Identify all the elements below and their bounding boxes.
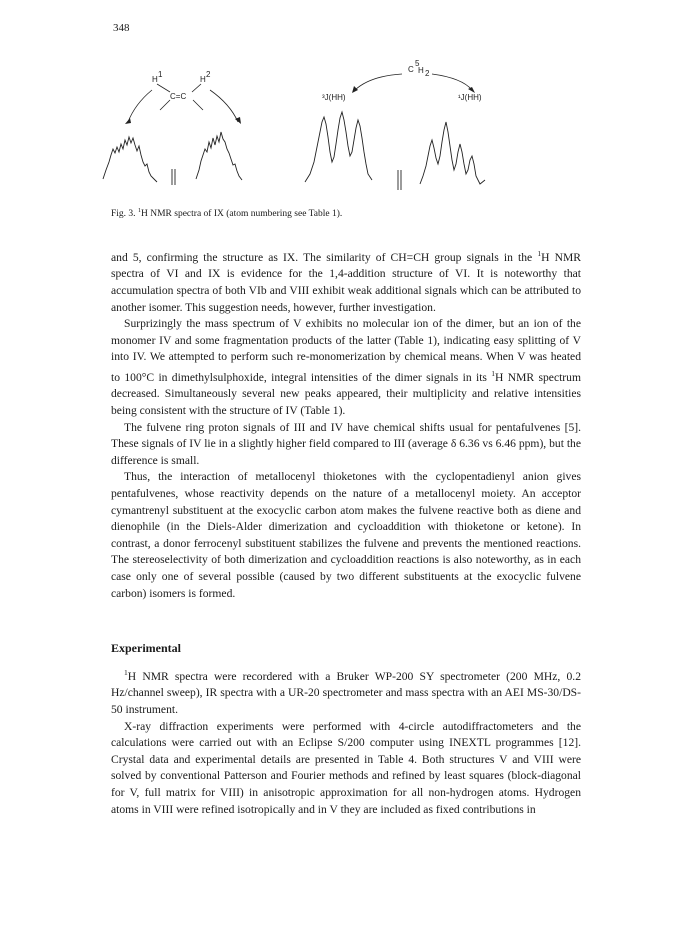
- label-c5-h-sub: 2: [425, 69, 430, 78]
- label-h2: H: [200, 75, 206, 84]
- label-h1-sup: 1: [158, 70, 163, 79]
- label-h1: H: [152, 75, 158, 84]
- section-heading-experimental: Experimental: [111, 641, 181, 655]
- label-h2-sup: 2: [206, 70, 211, 79]
- nmr-spectra-figure: [100, 52, 570, 202]
- paragraph: X-ray diffraction experiments were performed with 4-circle autodiffractometers and the calculations were carried out with an Eclipse S/200 computer using INEXTL programmes [12]. Crystal data and experimental details are presented in Table 4. Both structures V and VIII were solved by conventional Patterson and Fourier methods and refined by least squares (block-diagonal for V, full matrix for VIII) in anisotropic approximation for all non-hydrogen atoms. Hydrogen atoms in VIII were refined isotropically and in V they are included as fixed contributions in: [111, 719, 581, 816]
- label-c5-sup: 5: [415, 59, 420, 68]
- left-spectrum-trace: [103, 132, 242, 185]
- label-j-left: ³J(HH): [322, 93, 346, 102]
- page-number: 348: [113, 22, 130, 34]
- paragraph: The fulvene ring proton signals of III and IV have chemical shifts usual for pentafulvenes [5]. These signals of IV lie in a slightly higher field compared to III (average δ 6.36 vs 6.46 ppm), but the difference is small.: [111, 420, 581, 467]
- label-c5: C: [408, 65, 414, 74]
- paragraph: Surprizingly the mass spectrum of V exhibits no molecular ion of the dimer, but an ion of the monomer IV and some fragmentation products of the latter (Table 1), indicating easy splitting of V into IV. We attempted to perform such re-monomerization by chemical means. When V was heated to 100°C in dimethylsulphoxide, integral intensities of the dimer signals in its $^1$H NMR spectrum decreased. Simultaneously several new peaks appeared, their multiplicity and relative intensities being consistent with the structure of IV (Table 1).: [111, 317, 581, 418]
- label-cc: C=C: [170, 92, 187, 101]
- right-structure: [322, 59, 482, 102]
- right-spectrum-trace: [305, 112, 485, 190]
- paragraph: Thus, the interaction of metallocenyl thioketones with the cyclopentadienyl anion gives pentafulvenes, whose reactivity depends on the nature of a metallocenyl moiety. An acceptor cymantrenyl substituent at the exocyclic carbon atom makes the fulvene reactive both as diene and dienophile (in the Diels-Alder dimerization and cycloaddition with thioketone or ketone). In contrast, a donor ferrocenyl substituent stabilizes the fulvene and prevents the mentioned reactions. The stereoselectivity of both dimerization and cycloaddition reactions is also noteworthy, as in each case only one of several possible (caused by two different substituents at the exocyclic fulvene carbon) isomers is formed.: [111, 470, 581, 600]
- left-structure: [125, 70, 241, 124]
- label-j-right: ¹J(HH): [458, 93, 482, 102]
- body-text-upper: [111, 246, 581, 602]
- label-c5-h: H: [418, 66, 424, 75]
- body-text-lower: [111, 665, 581, 818]
- figure-caption: Fig. 3. $^1$H NMR spectra of IX (atom numbering see Table 1).: [111, 208, 343, 220]
- paragraph: and 5, confirming the structure as IX. The similarity of CH=CH group signals in the $^1$H NMR spectra of VI and IX is evidence for the 1,4-addition structure of VI. It is noteworthy that accumulation spectra of both VIb and VIII exhibit weak additional signals which can be attributed to another isomer. This suggestion needs, however, further investigation.: [111, 249, 581, 314]
- paragraph: $^1$H NMR spectra were recordered with a Bruker WP-200 SY spectrometer (200 MHz, 0.2 Hz/channel sweep), IR spectra with a UR-20 spectrometer and mass spectra with an AEI MS-30/DS-50 instrument.: [111, 668, 581, 717]
